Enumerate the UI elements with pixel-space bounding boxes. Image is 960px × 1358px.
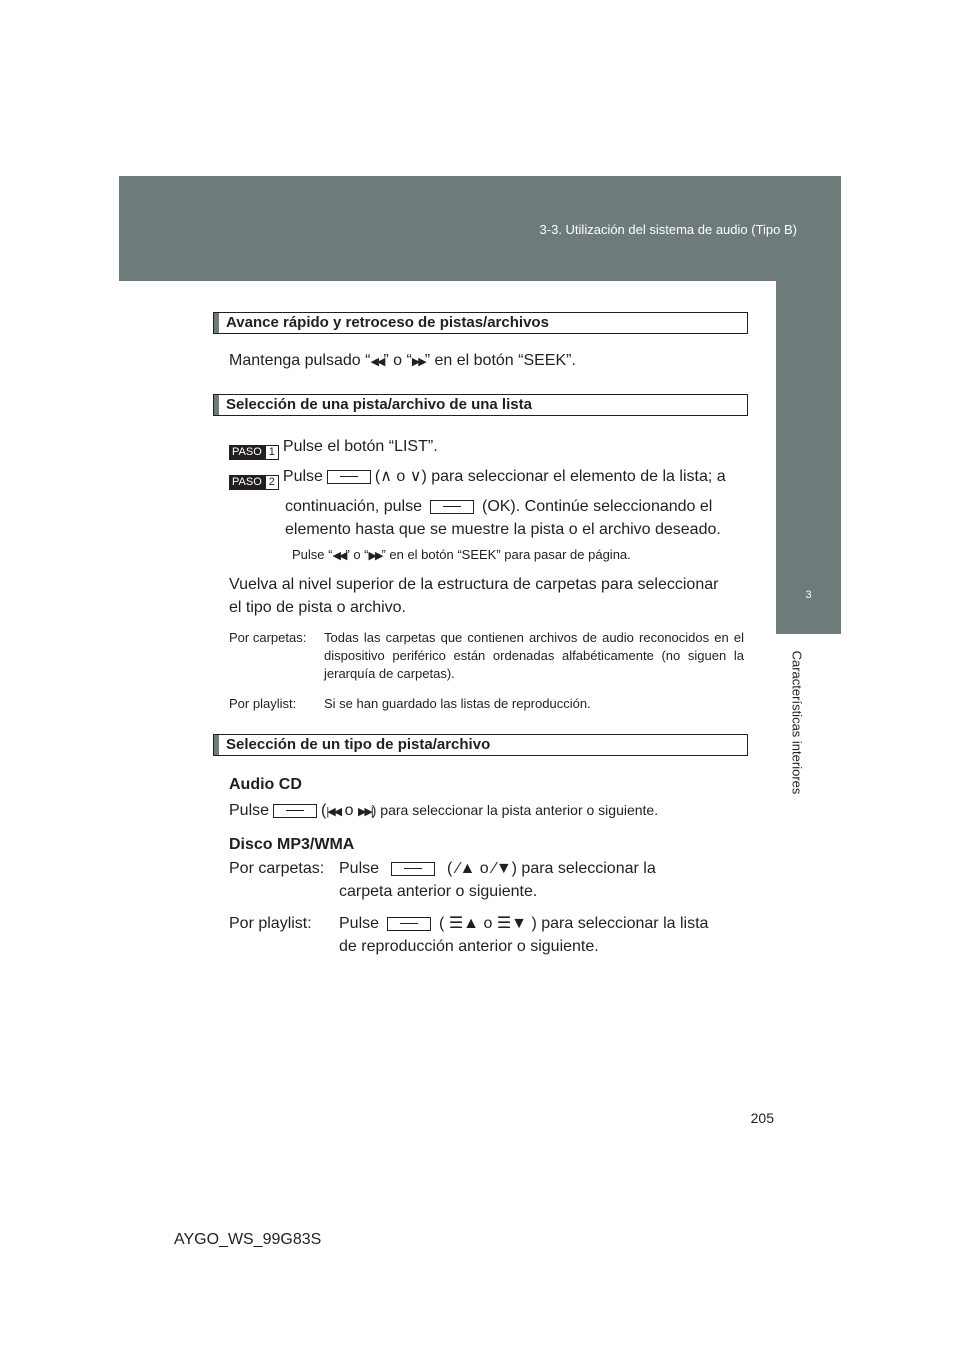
- def-text-folders: Todas las carpetas que contienen archivos de audio reconocidos en el dispositivo periférico están ordenadas alfabéticamente (no siguen la jerarquía de carpetas).: [324, 630, 744, 681]
- step-1: [229, 435, 438, 459]
- section-title-text: Selección de una pista/archivo de una lista: [226, 396, 532, 413]
- text: continuación, pulse: [285, 498, 422, 515]
- mp3-playlist-line2: de reproducción anterior o siguiente.: [339, 938, 599, 955]
- step-badge: [229, 469, 279, 489]
- rewind-icon: ◀◀: [370, 356, 384, 368]
- step-badge-label: PASO: [229, 475, 265, 490]
- title-bar: [214, 735, 219, 755]
- folder-up-icon: ⁄▲: [456, 860, 476, 877]
- section-title-text: Avance rápido y retroceso de pistas/archivos: [226, 314, 549, 331]
- step-badge-label: PASO: [229, 445, 265, 460]
- folder-level-para-1: Vuelva al nivel superior de la estructura de carpetas para seleccionar: [229, 576, 719, 593]
- text: ) para seleccionar la pista anterior o siguiente.: [371, 802, 659, 818]
- doc-code: AYGO_WS_99G83S: [174, 1231, 322, 1248]
- audio-cd-title: Audio CD: [229, 776, 302, 793]
- section-title-type-select: [213, 734, 748, 756]
- tune-knob-icon: [430, 500, 474, 514]
- fast-forward-icon: ▶▶: [411, 356, 425, 368]
- text: (: [321, 802, 327, 819]
- next-track-icon: ▶▶|: [357, 806, 372, 818]
- section-title-fast-forward: [213, 312, 748, 334]
- page-number: 205: [750, 1110, 774, 1126]
- text: o: [483, 915, 493, 932]
- step-2-line3: elemento hasta que se muestre la pista o el archivo deseado.: [285, 521, 721, 538]
- folder-down-icon: ⁄▼: [493, 860, 512, 877]
- mp3-playlist-term: Por playlist:: [229, 915, 312, 932]
- step-badge-number: 1: [265, 445, 279, 460]
- rewind-icon: ◀◀: [332, 550, 346, 562]
- text: ) para seleccionar la: [511, 860, 656, 877]
- step-text: Pulse el botón “LIST”.: [282, 438, 438, 455]
- text: Mantenga pulsado “: [229, 352, 371, 369]
- section-heading: 3-3. Utilización del sistema de audio (Tipo B): [539, 222, 797, 237]
- tune-knob-icon: [273, 804, 317, 818]
- step-badge-number: 2: [265, 475, 279, 490]
- text: ” en el botón “SEEK”.: [424, 352, 576, 369]
- mp3-title: Disco MP3/WMA: [229, 836, 355, 853]
- audio-cd-instruction: [229, 798, 658, 824]
- fast-forward-icon: ▶▶: [368, 550, 382, 562]
- text: o: [344, 802, 354, 819]
- side-strip: [776, 281, 841, 563]
- previous-track-icon: |◀◀: [326, 806, 341, 818]
- def-term-playlist: Por playlist:: [229, 696, 297, 711]
- text: (: [439, 915, 445, 932]
- title-bar: [214, 395, 219, 415]
- mp3-folders-line2: carpeta anterior o siguiente.: [339, 883, 538, 900]
- tune-knob-icon: [391, 862, 435, 876]
- text: o: [479, 860, 489, 877]
- step-2-continued: [285, 495, 712, 519]
- tune-knob-icon: [327, 470, 371, 484]
- text: ” o “: [345, 547, 369, 562]
- text: (OK). Continúe seleccionando el: [481, 498, 713, 515]
- def-term-folders: Por carpetas:: [229, 630, 307, 645]
- chapter-side-label: [784, 640, 804, 810]
- title-bar: [214, 313, 219, 333]
- mp3-folders-term: Por carpetas:: [229, 860, 325, 877]
- fast-forward-instruction: [229, 349, 576, 374]
- section-title-list-select: [213, 394, 748, 416]
- mp3-folders-instruction: [339, 857, 746, 881]
- text: Pulse “: [292, 547, 333, 562]
- text: Pulse: [339, 915, 380, 932]
- text: ) para seleccionar la lista: [531, 915, 709, 932]
- playlist-down-icon: ☰▼: [496, 915, 527, 932]
- chapter-tab: [776, 563, 841, 634]
- tune-knob-icon: [387, 917, 431, 931]
- chapter-number: 3: [805, 589, 812, 601]
- section-title-text: Selección de un tipo de pista/archivo: [226, 736, 491, 753]
- mp3-playlist-instruction: [339, 912, 746, 936]
- text: (: [447, 860, 453, 877]
- page-note: [292, 546, 631, 565]
- text: ” en el botón “SEEK” para pasar de página.: [381, 547, 631, 562]
- folder-level-para-2: el tipo de pista o archivo.: [229, 599, 406, 616]
- text: Pulse: [339, 860, 380, 877]
- text: Pulse: [282, 468, 323, 485]
- step-badge: [229, 439, 279, 459]
- step-2: [229, 465, 746, 489]
- chapter-header: [119, 176, 841, 281]
- chapter-title: Características interiores: [789, 650, 805, 795]
- text: ” o “: [383, 352, 412, 369]
- playlist-up-icon: ☰▲: [448, 915, 479, 932]
- text: Pulse: [229, 802, 270, 819]
- def-text-playlist: Si se han guardado las listas de reproducción.: [324, 696, 591, 711]
- text: (∧ o ∨) para seleccionar el elemento de la lista; a: [374, 468, 726, 485]
